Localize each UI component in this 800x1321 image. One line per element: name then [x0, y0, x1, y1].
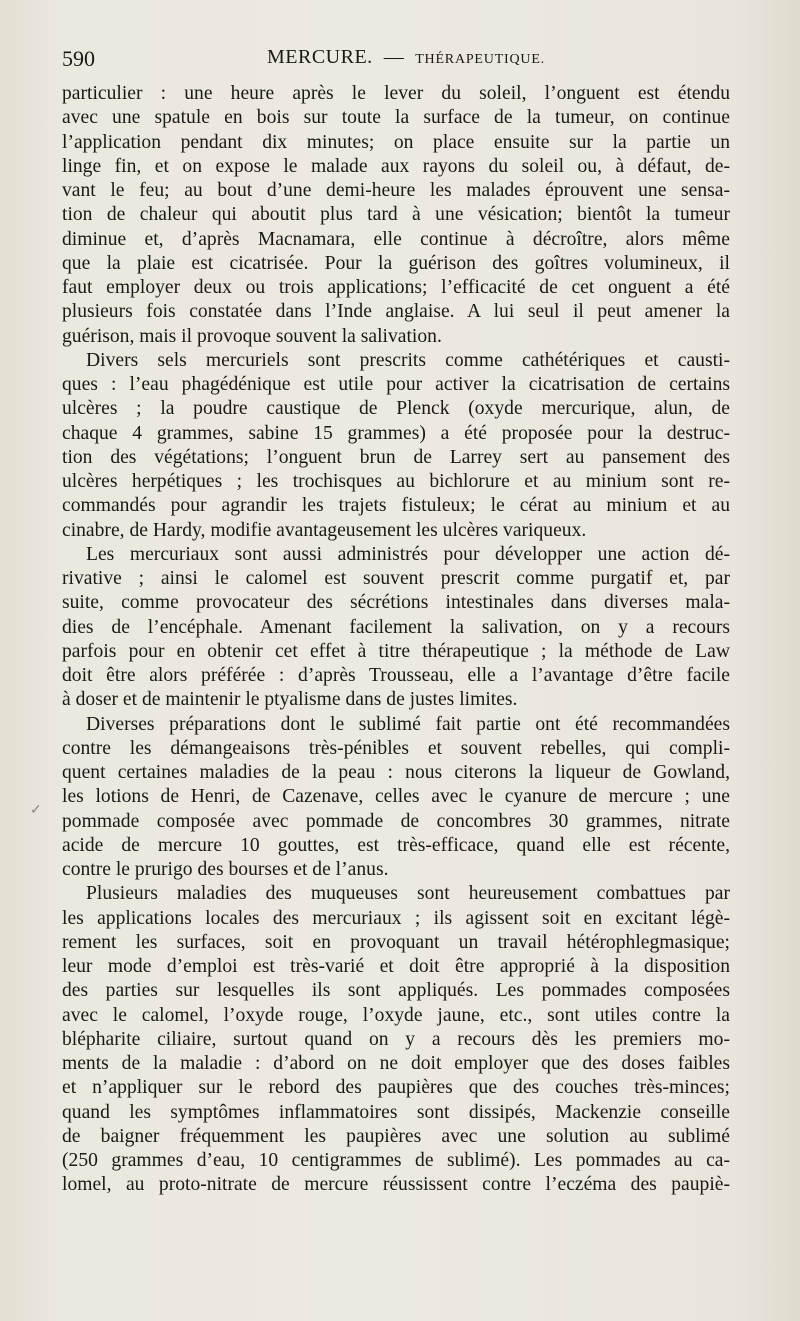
text-line: rement les surfaces, soit en provoquant un travail hétérophlegmasique;: [62, 931, 730, 953]
running-title-subtitle: THÉRAPEUTIQUE.: [415, 52, 545, 67]
text-line: et n’appliquer sur le rebord des paupières que des couches très-minces;: [62, 1077, 730, 1099]
text-line: chaque 4 grammes, sabine 15 grammes) a été proposée pour la destruc-: [62, 422, 730, 444]
text-line: de baigner fréquemment les paupières avec une solution au sublimé: [62, 1125, 730, 1147]
text-line: l’application pendant dix minutes; on place ensuite sur la partie un: [62, 131, 730, 153]
paragraph-first-line: Divers sels mercuriels sont prescrits comme cathétériques et causti-: [86, 349, 730, 371]
running-title: [267, 46, 545, 69]
text-line: parfois pour en obtenir cet effet à titre thérapeutique ; la méthode de Law: [62, 640, 730, 662]
text-line: faut employer deux ou trois applications; l’efficacité de cet onguent a été: [62, 277, 730, 298]
text-line: (250 grammes d’eau, 10 centigrammes de sublimé). Les pommades au ca-: [62, 1150, 730, 1171]
running-title-main: MERCURE.: [267, 46, 373, 68]
body-text: [62, 82, 730, 1198]
text-line: ulcères ; la poudre caustique de Plenck (oxyde mercurique, alun, de: [62, 398, 730, 420]
text-line: particulier : une heure après le lever du soleil, l’onguent est étendu: [62, 83, 730, 104]
page-number: 590: [62, 46, 95, 71]
text-line: les applications locales des mercuriaux ; ils agissent soit en excitant légè-: [62, 907, 730, 929]
text-line: diminue et, d’après Macnamara, elle continue à décroître, alors même: [62, 228, 730, 250]
margin-pencil-mark: ✓: [30, 803, 42, 818]
text-line: dies de l’encéphale. Amenant facilement la salivation, on y a recours: [62, 616, 730, 638]
text-line: avec le calomel, l’oxyde rouge, l’oxyde jaune, etc., sont utiles contre la: [62, 1004, 730, 1026]
page-header: [62, 46, 730, 76]
text-line: blépharite ciliaire, surtout quand on y a recours dès les premiers mo-: [62, 1028, 730, 1050]
text-line: rivative ; ainsi le calomel est souvent prescrit comme purgatif et, par: [62, 568, 730, 589]
text-line: des parties sur lesquelles ils sont appliqués. Les pommades composées: [62, 980, 730, 1002]
paragraph-end-line: guérison, mais il provoque souvent la salivation.: [62, 325, 442, 347]
paragraph-end-line: cinabre, de Hardy, modifie avantageusement les ulcères variqueux.: [62, 519, 587, 541]
text-line: lomel, au proto-nitrate de mercure réussissent contre l’eczéma des paupiè-: [62, 1174, 730, 1196]
text-line: les lotions de Henri, de Cazenave, celles avec le cyanure de mercure ; une: [62, 786, 730, 808]
paragraph-end-line: à doser et de maintenir le ptyalisme dans de justes limites.: [62, 689, 518, 711]
paragraph-first-line: Diverses préparations dont le sublimé fait partie ont été recommandées: [86, 713, 730, 735]
running-title-dash: —: [383, 46, 405, 68]
text-line: suite, comme provocateur des sécrétions intestinales dans diverses mala-: [62, 592, 730, 614]
text-line: contre les démangeaisons très-pénibles et souvent rebelles, qui compli-: [62, 737, 730, 759]
text-line: que la plaie est cicatrisée. Pour la guérison des goîtres volumineux, il: [62, 252, 730, 274]
text-line: commandés pour agrandir les trajets fistuleux; le cérat au minium et au: [62, 495, 730, 517]
paragraph-first-line: Les mercuriaux sont aussi administrés pour développer une action dé-: [86, 543, 730, 565]
text-line: quent certaines maladies de la peau : nous citerons la liqueur de Gowland,: [62, 762, 730, 783]
text-line: doit être alors préférée : d’après Trousseau, elle a l’avantage d’être facile: [62, 665, 730, 686]
text-line: ques : l’eau phagédénique est utile pour activer la cicatrisation de certains: [62, 374, 730, 395]
paragraph-end-line: contre le prurigo des bourses et de l’anus.: [62, 859, 389, 880]
paragraph-first-line: Plusieurs maladies des muqueuses sont heureusement combattues par: [86, 883, 730, 905]
text-line: tion de chaleur qui aboutit plus tard à une vésication; bientôt la tumeur: [62, 204, 730, 226]
text-line: ments de la maladie : d’abord on ne doit employer que des doses faibles: [62, 1053, 730, 1074]
text-line: acide de mercure 10 gouttes, est très-efficace, quand elle est récente,: [62, 834, 730, 856]
text-line: quand les symptômes inflammatoires sont dissipés, Mackenzie conseille: [62, 1101, 730, 1123]
text-line: leur mode d’emploi est très-varié et doit être approprié à la disposition: [62, 956, 730, 977]
text-line: linge fin, et on expose le malade aux rayons du soleil ou, à défaut, de-: [62, 155, 730, 177]
text-line: avec une spatule en bois sur toute la surface de la tumeur, on continue: [62, 107, 730, 129]
text-line: tion des végétations; l’onguent brun de Larrey sert au pansement des: [62, 446, 730, 468]
text-line: ulcères herpétiques ; les trochisques au bichlorure et au minium sont re-: [62, 471, 730, 492]
text-line: vant le feu; au bout d’une demi-heure les malades éprouvent une sensa-: [62, 180, 730, 201]
text-line: plusieurs fois constatée dans l’Inde anglaise. A lui seul il peut amener la: [62, 301, 730, 323]
text-line: pommade composée avec pommade de concombres 30 grammes, nitrate: [62, 810, 730, 832]
